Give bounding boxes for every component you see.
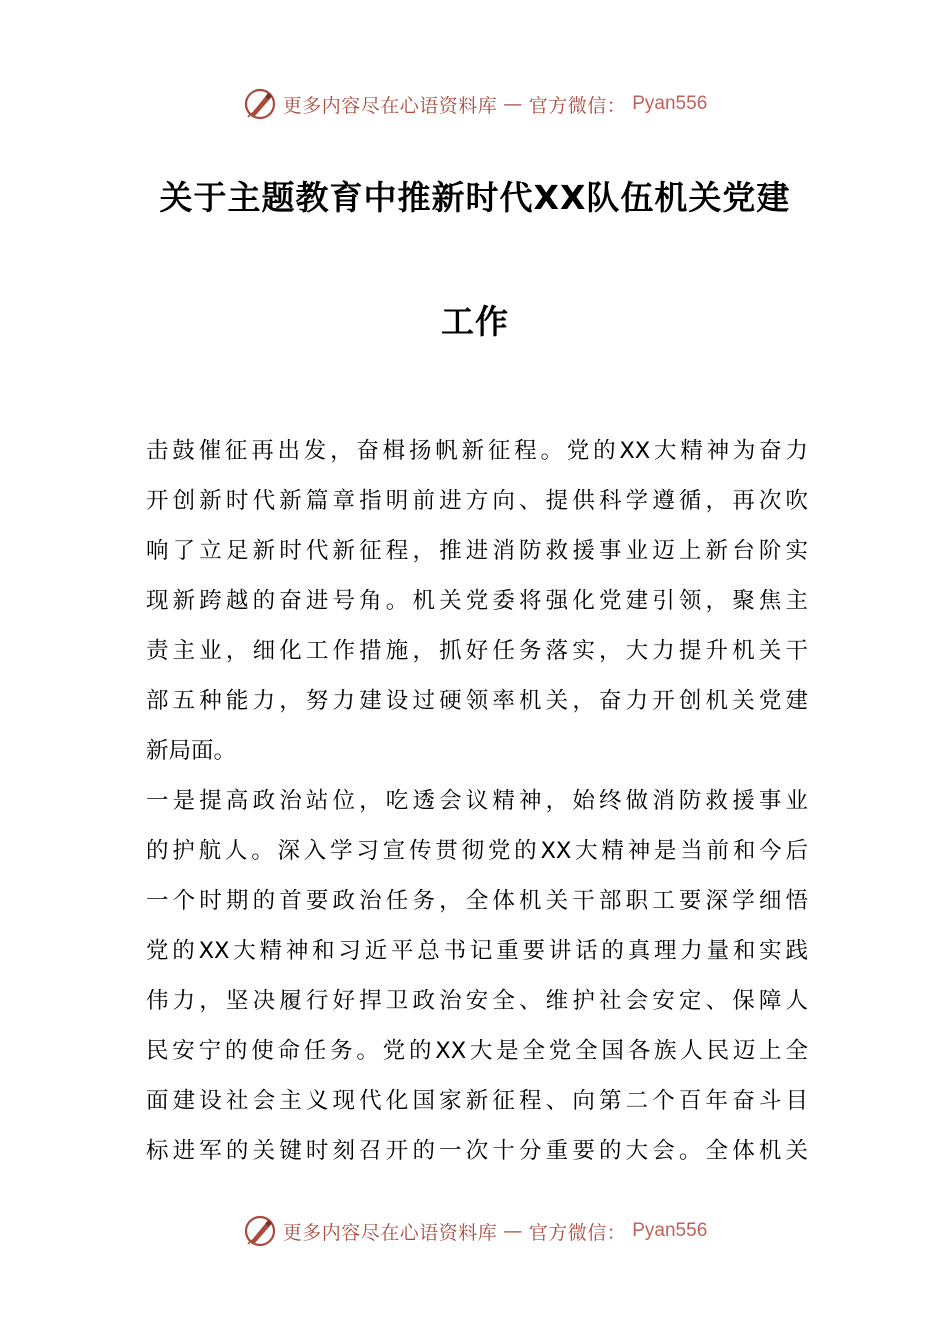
watermark-label: 官方微信： — [528, 94, 627, 117]
body-line: 现新跨越的奋进号角。机关党委将强化党建引领，聚焦主 — [146, 588, 808, 614]
watermark-text: 更多内容尽在心语资料库 — [282, 1221, 498, 1244]
body-line: 一个时期的首要政治任务，全体机关干部职工要深学细悟 — [146, 888, 808, 914]
watermark-banner-top — [0, 84, 950, 124]
watermark-text: 更多内容尽在心语资料库 — [282, 94, 498, 117]
watermark-banner-bottom — [0, 1211, 950, 1251]
document-title-line-2: 工作 — [441, 302, 509, 341]
body-line: 击鼓催征再出发，奋楫扬帆新征程。党的XX大精神为奋力 — [146, 438, 808, 464]
body-line: 响了立足新时代新征程，推进消防救援事业迈上新台阶实 — [146, 538, 808, 564]
body-line: 面建设社会主义现代化国家新征程、向第二个百年奋斗目 — [146, 1088, 808, 1114]
body-line: 伟力，坚决履行好捍卫政治安全、维护社会安定、保障人 — [146, 988, 808, 1014]
body-line: 的护航人。深入学习宣传贯彻党的XX大精神是当前和今后 — [146, 838, 808, 864]
pen-logo-icon — [243, 1214, 277, 1248]
watermark-handle: Pyan556 — [632, 93, 708, 114]
body-line: 开创新时代新篇章指明前进方向、提供科学遵循，再次吹 — [146, 488, 808, 514]
body-line: 标进军的关键时刻召开的一次十分重要的大会。全体机关 — [146, 1138, 808, 1164]
body-line: 部五种能力，努力建设过硬领率机关，奋力开创机关党建 — [146, 688, 808, 714]
watermark-dash: — — [503, 1220, 523, 1242]
watermark-label: 官方微信： — [528, 1221, 627, 1244]
watermark-dash: — — [503, 93, 523, 115]
pen-logo-icon — [243, 87, 277, 121]
body-line: 党的XX大精神和习近平总书记重要讲话的真理力量和实践 — [146, 938, 808, 964]
body-line: 民安宁的使命任务。党的XX大是全党全国各族人民迈上全 — [146, 1038, 808, 1064]
watermark-handle: Pyan556 — [632, 1220, 708, 1241]
body-line: 一是提高政治站位，吃透会议精神，始终做消防救援事业 — [146, 788, 808, 814]
body-line: 责主业，细化工作措施，抓好任务落实，大力提升机关干 — [146, 638, 808, 664]
body-line: 新局面。 — [146, 738, 237, 764]
document-body — [146, 426, 808, 1176]
document-title-line-1: 关于主题教育中推新时代XX队伍机关党建 — [159, 178, 791, 217]
